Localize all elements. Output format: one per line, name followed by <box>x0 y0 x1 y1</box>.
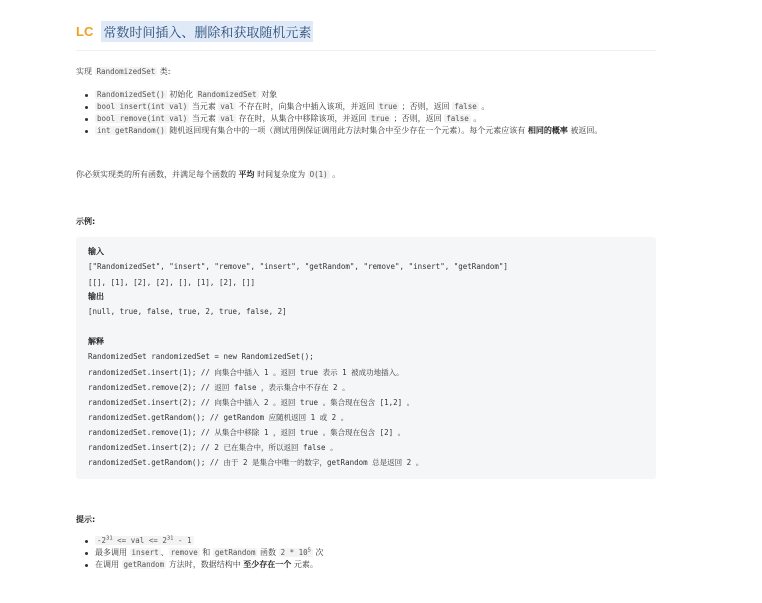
problem-title-row <box>76 20 313 42</box>
list-item: RandomizedSet() 初始化 RandomizedSet 对象 <box>95 89 655 101</box>
input-label: 输入 <box>88 247 104 256</box>
list-item: int getRandom() 随机返回现有集合中的一项（测试用例保证调用此方法时集合中至少存在一个元素）。每个元素应该有 相同的概率 被返回。 <box>95 125 655 137</box>
lc-logo: LC <box>76 23 94 39</box>
list-item: bool remove(int val) 当元素 val 存在时，从集合中移除该项，并返回 true ；否则，返回 false 。 <box>95 113 655 125</box>
list-item: 最多调用 insert 、 remove 和 getRandom 函数 $2 * 10^5$ 次 <box>95 547 324 557</box>
method-list <box>95 89 655 137</box>
explain-line: randomizedSet.insert(2); // 向集合中插入 2 。返回 true 。集合现在包含 [1,2] 。 <box>88 398 415 407</box>
input-ops: ["RandomizedSet", "insert", "remove", "insert", "getRandom", "remove", "insert", "getRandom"] <box>88 262 508 271</box>
list-item: bool insert(int val) 当元素 val 不存在时，向集合中插入该项，并返回 true ；否则，返回 false 。 <box>95 101 655 113</box>
output-values: [null, true, false, true, 2, true, false, 2] <box>88 307 287 316</box>
explain-line: randomizedSet.insert(2); // 2 已在集合中，所以返回 false 。 <box>88 443 338 452</box>
hints-heading: 提示: <box>76 515 96 524</box>
explain-line: randomizedSet.insert(1); // 向集合中插入 1 。返回 true 表示 1 被成功地插入。 <box>88 368 404 377</box>
explain-line: randomizedSet.getRandom(); // getRandom 应随机返回 1 或 2 。 <box>88 413 349 422</box>
example-code-block <box>76 237 656 479</box>
explain-line: randomizedSet.remove(2); // 返回 false ，表示集合中不存在 2 。 <box>88 383 350 392</box>
problem-title[interactable]: 常数时间插入、删除和获取随机元素 <box>101 21 313 42</box>
list-item: $-2^{31}$ <= val <= $2^{31} - 1$ <box>95 535 324 547</box>
explain-line: randomizedSet.getRandom(); // 由于 2 是集合中唯一的数字，getRandom 总是返回 2 。 <box>88 458 424 467</box>
title-divider <box>76 50 656 51</box>
explain-label: 解释 <box>88 337 104 346</box>
output-label: 输出 <box>88 292 104 301</box>
list-item: 在调用 getRandom 方法时，数据结构中 至少存在一个 元素。 <box>95 559 324 571</box>
explain-line: randomizedSet.remove(1); // 从集合中移除 1 ，返回 true 。集合现在包含 [2] 。 <box>88 428 406 437</box>
example-heading: 示例: <box>76 217 96 226</box>
complexity-requirement: 你必须实现类的所有函数，并满足每个函数的 平均 时间复杂度为 O(1) 。 <box>76 170 341 179</box>
constraints-list <box>95 535 324 571</box>
input-args: [[], [1], [2], [2], [], [1], [2], []] <box>88 278 256 287</box>
inline-code: RandomizedSet <box>96 67 156 76</box>
intro-text: 实现 RandomizedSet 类: <box>76 67 171 76</box>
explain-line: RandomizedSet randomizedSet = new RandomizedSet(); <box>88 352 314 361</box>
